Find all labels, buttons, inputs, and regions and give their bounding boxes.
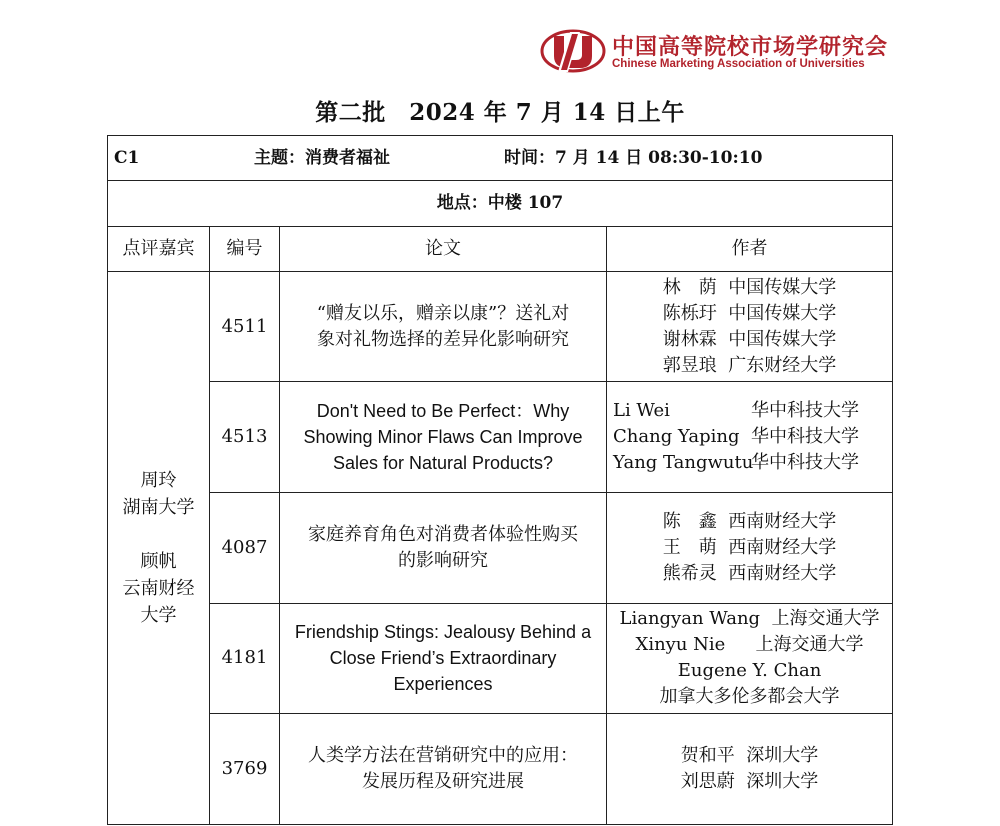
author: 熊希灵 西南财经大学: [662, 562, 837, 584]
author: 刘思蔚 深圳大学: [680, 771, 819, 793]
paper-title: 人类学方法在营销研究中的应用： 发展历程及研究进展: [280, 714, 607, 825]
column-header-row: [108, 226, 893, 271]
author: Xinyu Nie 上海交通大学: [635, 634, 864, 656]
paper-title: “赠友以乐，赠亲以康”？送礼对 象对礼物选择的差异化影响研究: [280, 271, 607, 382]
author: Yang Tangwutu华中科技大学: [613, 452, 859, 474]
reviewer-affiliation: 大学: [140, 604, 177, 626]
author: Li Wei 华中科技大学: [613, 400, 859, 422]
session-time: 时间：7 月 14 日 08:30-10:10: [504, 148, 763, 169]
paper-row: [108, 603, 893, 714]
paper-title: Don't Need to Be Perfect：Why Showing Minor Flaws Can Improve Sales for Natural Products?: [280, 382, 607, 493]
header-authors: 作者: [607, 226, 893, 271]
reviewer-affiliation: 湖南大学: [122, 496, 195, 518]
author: 谢林霖 中国传媒大学: [662, 328, 837, 350]
paper-row: [108, 714, 893, 825]
author: 王 萌 西南财经大学: [662, 536, 837, 558]
logo-name-cn: 中国高等院校市场学研究会: [612, 35, 889, 60]
paper-authors: [607, 714, 893, 825]
author: 陈 鑫 西南财经大学: [662, 510, 837, 532]
reviewer-affiliation: 云南财经: [122, 577, 195, 599]
header-paper: 论文: [280, 226, 607, 271]
session-location-row: [108, 181, 893, 226]
paper-row: [108, 493, 893, 604]
author: 陈栎玗 中国传媒大学: [662, 302, 837, 324]
author: Chang Yaping 华中科技大学: [613, 426, 859, 448]
logo-name-en: Chinese Marketing Association of Universities: [612, 58, 865, 70]
author: 郭昱琅 广东财经大学: [662, 354, 837, 376]
author: 林 荫 中国传媒大学: [662, 276, 837, 298]
paper-authors: [607, 603, 893, 714]
paper-number: 4087: [210, 493, 280, 604]
author: Liangyan Wang 上海交通大学: [619, 608, 880, 630]
author: 贺和平 深圳大学: [680, 745, 819, 767]
page-title: 第二批 2024 年 7 月 14 日上午: [315, 99, 685, 126]
paper-number: 4181: [210, 603, 280, 714]
paper-row: [108, 271, 893, 382]
paper-number: 4513: [210, 382, 280, 493]
paper-authors: [607, 493, 893, 604]
cmau-logo-icon: [540, 28, 606, 74]
author: Eugene Y. Chan: [677, 660, 822, 682]
session-header-row: [108, 136, 893, 181]
session-theme: 主题：消费者福祉: [254, 148, 390, 169]
header-reviewer: 点评嘉宾: [108, 226, 210, 271]
paper-row: [108, 382, 893, 493]
reviewer-name: 周玲: [140, 469, 177, 491]
association-logo: [540, 28, 890, 76]
reviewers-cell: [108, 271, 210, 824]
paper-number: 3769: [210, 714, 280, 825]
paper-title: Friendship Stings: Jealousy Behind a Close Friend’s Extraordinary Experiences: [280, 603, 607, 714]
paper-title: 家庭养育角色对消费者体验性购买 的影响研究: [280, 493, 607, 604]
paper-authors: [607, 271, 893, 382]
paper-number: 4511: [210, 271, 280, 382]
session-location: 地点：中楼 107: [108, 181, 893, 226]
paper-authors: [607, 382, 893, 493]
header-number: 编号: [210, 226, 280, 271]
reviewer-name: 顾帆: [140, 550, 177, 572]
session-id: C1: [114, 148, 140, 169]
author: 加拿大多伦多都会大学: [659, 686, 840, 708]
session-table: [107, 135, 893, 825]
